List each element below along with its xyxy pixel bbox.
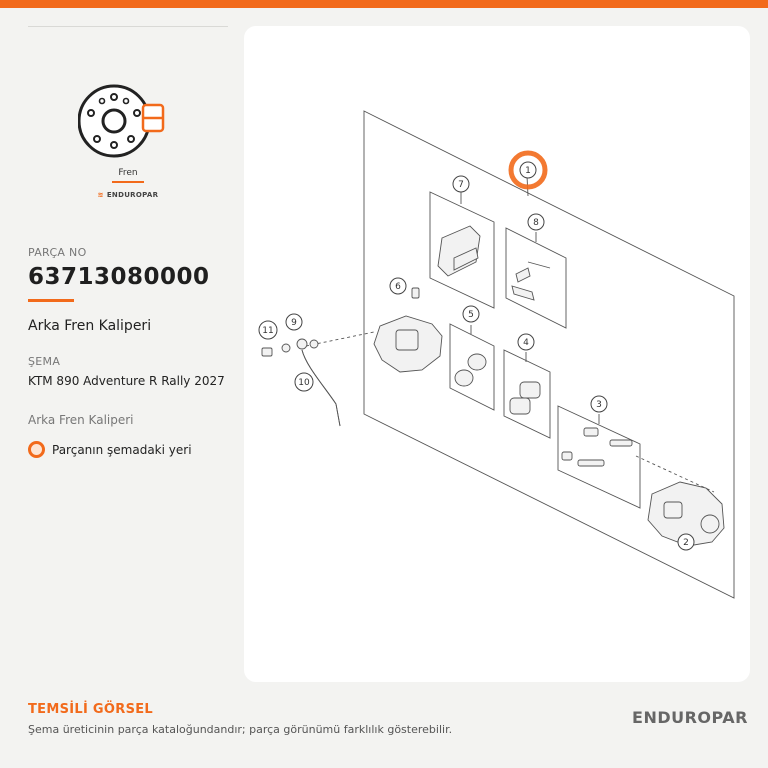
brake-disc-icon <box>78 80 178 162</box>
part-no-underline <box>28 299 74 302</box>
mini-logo <box>28 191 228 199</box>
callout-2-label: 2 <box>683 538 689 548</box>
category-block <box>28 80 228 199</box>
callout-9 <box>286 314 302 330</box>
part-no-value: 63713080000 <box>28 264 210 290</box>
callout-1-label: 1 <box>525 166 531 176</box>
callout-1 <box>520 162 536 178</box>
legend <box>28 441 192 458</box>
callout-8-label: 8 <box>533 218 539 228</box>
callout-11 <box>259 321 277 339</box>
callout-6-label: 6 <box>395 282 401 292</box>
parts-diagram <box>244 26 750 682</box>
callout-9-label: 9 <box>291 318 297 328</box>
callout-7-label: 7 <box>458 180 464 190</box>
callout-7 <box>453 176 469 192</box>
part-no-label: PARÇA NO <box>28 246 87 259</box>
schema-label: ŞEMA <box>28 355 61 368</box>
callout-5-label: 5 <box>468 310 474 320</box>
footer-title: TEMSİLİ GÖRSEL <box>28 702 153 717</box>
callout-4-label: 4 <box>523 338 529 348</box>
sidebar-divider <box>28 26 228 27</box>
callout-3 <box>591 396 607 412</box>
callout-6 <box>390 278 406 294</box>
callout-10 <box>295 373 313 391</box>
mini-logo-text: ENDUROPAR <box>106 191 159 199</box>
part-name: Arka Fren Kaliperi <box>28 318 152 334</box>
callout-3-label: 3 <box>596 400 602 410</box>
callout-2 <box>678 534 694 550</box>
diagram-card <box>244 26 750 682</box>
schema-sub: Arka Fren Kaliperi <box>28 413 134 427</box>
category-underline <box>112 181 144 183</box>
footer-brand-logo: ENDUROPAR <box>632 708 748 727</box>
top-accent-bar <box>0 0 768 8</box>
location-marker-icon <box>28 441 45 458</box>
footer-note: Şema üreticinin parça kataloğundandır; parça görünümü farklılık gösterebilir. <box>28 723 453 736</box>
schema-model: KTM 890 Adventure R Rally 2027 <box>28 374 225 388</box>
callout-8 <box>528 214 544 230</box>
callout-5 <box>463 306 479 322</box>
legend-text: Parçanın şemadaki yeri <box>52 442 192 457</box>
callout-4 <box>518 334 534 350</box>
callout-11-label: 11 <box>262 326 274 336</box>
category-label: Fren <box>118 168 138 178</box>
callout-10-label: 10 <box>298 378 310 388</box>
logo-mark-icon: ≋ <box>97 191 104 199</box>
